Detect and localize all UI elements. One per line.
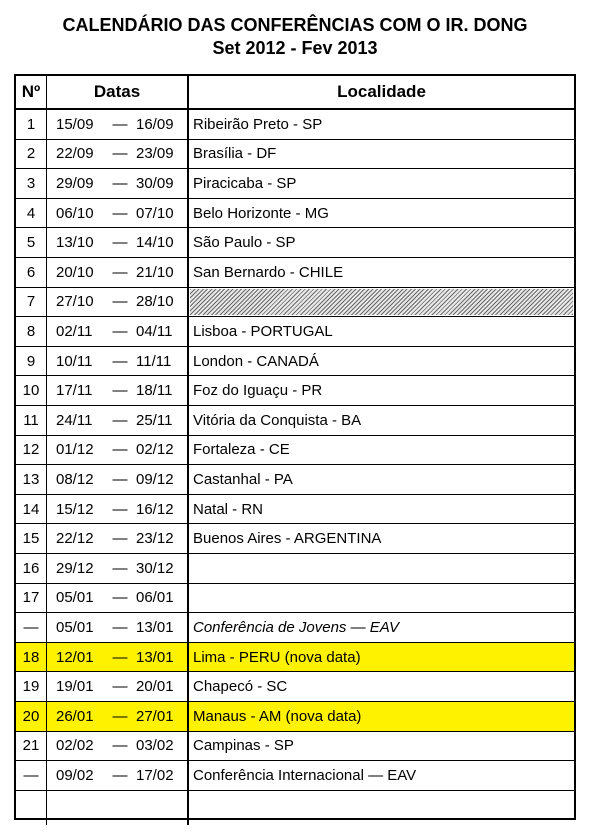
row-dates: [47, 761, 189, 790]
date-end: 27/01: [136, 707, 174, 725]
row-dates: [47, 732, 189, 761]
date-end: 13/01: [136, 618, 174, 636]
row-location: Lisboa - PORTUGAL: [193, 322, 333, 340]
date-start: 01/12: [56, 441, 94, 459]
row-number: 4: [16, 199, 47, 228]
row-dates: [47, 347, 189, 376]
date-dash: —: [112, 678, 128, 696]
date-end: 09/12: [136, 470, 174, 488]
date-start: 29/12: [56, 559, 94, 577]
date-end: 07/10: [136, 204, 174, 222]
row-number: [16, 791, 47, 825]
row-location: [189, 554, 574, 583]
date-dash: —: [112, 589, 128, 607]
calendar-table: [14, 74, 576, 820]
table-row: [16, 702, 574, 732]
date-end: 21/10: [136, 263, 174, 281]
row-number: 1: [16, 110, 47, 139]
row-dates: [47, 436, 189, 465]
row-location: London - CANADÁ: [193, 352, 319, 370]
date-start: 09/02: [56, 766, 94, 784]
header-num: Nº: [16, 76, 47, 108]
date-end: 13/01: [136, 648, 174, 666]
row-location: Vitória da Conquista - BA: [193, 411, 362, 429]
row-dates: [47, 672, 189, 701]
row-number: 16: [16, 554, 47, 583]
row-dates: [47, 524, 189, 553]
row-number: 14: [16, 495, 47, 524]
date-dash: —: [112, 737, 128, 755]
row-number: 20: [16, 702, 47, 731]
date-dash: —: [112, 441, 128, 459]
date-start: 15/09: [56, 115, 94, 133]
date-end: 23/09: [136, 145, 174, 163]
row-number: 18: [16, 643, 47, 672]
table-row: [16, 436, 574, 466]
row-location: [189, 791, 574, 825]
row-number: 2: [16, 140, 47, 169]
date-dash: —: [112, 204, 128, 222]
date-end: 18/11: [136, 382, 173, 400]
row-dates: [47, 258, 189, 287]
row-dates: [47, 643, 189, 672]
row-number: 8: [16, 317, 47, 346]
row-dates: [47, 791, 189, 825]
row-number: 13: [16, 465, 47, 494]
row-location: Fortaleza - CE: [193, 441, 290, 459]
date-dash: —: [112, 174, 128, 192]
row-location: São Paulo - SP: [193, 234, 296, 252]
row-number: 11: [16, 406, 47, 435]
row-number: 12: [16, 436, 47, 465]
row-number: 15: [16, 524, 47, 553]
header-location: Localidade: [337, 82, 426, 101]
row-location: San Bernardo - CHILE: [193, 263, 344, 281]
row-dates: [47, 199, 189, 228]
date-end: 16/12: [136, 500, 174, 518]
row-dates: [47, 110, 189, 139]
date-dash: —: [112, 500, 128, 518]
row-location: Conferência de Jovens — EAV: [193, 618, 399, 636]
row-number: 17: [16, 584, 47, 613]
date-end: 23/12: [136, 530, 174, 548]
table-row: [16, 169, 574, 199]
date-end: 30/09: [136, 174, 174, 192]
row-location: Campinas - SP: [193, 737, 294, 755]
date-end: 02/12: [136, 441, 174, 459]
row-dates: [47, 317, 189, 346]
date-start: 06/10: [56, 204, 94, 222]
table-row: [16, 761, 574, 791]
hatched-cell: [190, 289, 573, 316]
row-location: Conferência Internacional — EAV: [193, 766, 417, 784]
row-number: —: [16, 761, 47, 790]
date-dash: —: [112, 322, 128, 340]
table-row: [16, 110, 574, 140]
title-line-2: Set 2012 - Fev 2013: [212, 38, 378, 58]
row-location: Castanhal - PA: [193, 470, 293, 488]
row-location: Foz do Iguaçu - PR: [193, 382, 323, 400]
date-start: 19/01: [56, 678, 94, 696]
table-row: [16, 406, 574, 436]
date-start: 17/11: [56, 382, 93, 400]
row-dates: [47, 495, 189, 524]
row-number: —: [16, 613, 47, 642]
title-line-1: CALENDÁRIO DAS CONFERÊNCIAS COM O IR. DONG: [62, 15, 528, 35]
date-start: 12/01: [56, 648, 94, 666]
row-location: Piracicaba - SP: [193, 174, 297, 192]
row-location: Buenos Aires - ARGENTINA: [193, 530, 382, 548]
document-title: [0, 14, 590, 60]
date-dash: —: [112, 530, 128, 548]
row-location: Brasília - DF: [193, 145, 277, 163]
table-row: [16, 791, 574, 825]
date-start: 20/10: [56, 263, 94, 281]
table-row: [16, 199, 574, 229]
date-start: 13/10: [56, 234, 94, 252]
date-dash: —: [112, 707, 128, 725]
table-row: [16, 554, 574, 584]
date-dash: —: [112, 145, 128, 163]
date-start: 24/11: [56, 411, 93, 429]
date-end: 14/10: [136, 234, 174, 252]
date-start: 02/02: [56, 737, 94, 755]
row-number: 3: [16, 169, 47, 198]
date-end: 03/02: [136, 737, 174, 755]
date-dash: —: [112, 382, 128, 400]
row-dates: [47, 140, 189, 169]
date-start: 05/01: [56, 618, 94, 636]
table-row: [16, 317, 574, 347]
date-end: 17/02: [136, 766, 174, 784]
date-start: 22/09: [56, 145, 94, 163]
date-start: 29/09: [56, 174, 94, 192]
date-start: 08/12: [56, 470, 94, 488]
row-dates: [47, 584, 189, 613]
date-end: 25/11: [136, 411, 173, 429]
date-end: 16/09: [136, 115, 174, 133]
row-location: Manaus - AM (nova data): [189, 702, 574, 731]
date-start: 22/12: [56, 530, 94, 548]
date-dash: —: [112, 648, 128, 666]
table-row: [16, 140, 574, 170]
row-dates: [47, 465, 189, 494]
row-location: Natal - RN: [193, 500, 264, 518]
date-dash: —: [112, 234, 128, 252]
row-dates: [47, 288, 189, 317]
row-dates: [47, 228, 189, 257]
row-number: 10: [16, 376, 47, 405]
table-row: [16, 613, 574, 643]
table-row: [16, 228, 574, 258]
date-dash: —: [112, 618, 128, 636]
row-location: Belo Horizonte - MG: [193, 204, 329, 222]
row-location: Lima - PERU (nova data): [189, 643, 574, 672]
date-end: 28/10: [136, 293, 174, 311]
date-end: 30/12: [136, 559, 174, 577]
row-dates: [47, 406, 189, 435]
date-dash: —: [112, 263, 128, 281]
table-row: [16, 258, 574, 288]
date-start: 10/11: [56, 352, 93, 370]
table-row: [16, 584, 574, 614]
date-dash: —: [112, 470, 128, 488]
row-number: 21: [16, 732, 47, 761]
date-start: 05/01: [56, 589, 94, 607]
date-start: 26/01: [56, 707, 94, 725]
row-dates: [47, 702, 189, 731]
table-header-row: [16, 76, 574, 110]
date-dash: —: [112, 559, 128, 577]
row-location: [189, 584, 574, 613]
table-row: [16, 732, 574, 762]
date-dash: —: [112, 115, 128, 133]
row-number: 7: [16, 288, 47, 317]
date-start: 15/12: [56, 500, 94, 518]
table-row: [16, 465, 574, 495]
row-number: 19: [16, 672, 47, 701]
date-end: 20/01: [136, 678, 174, 696]
row-number: 9: [16, 347, 47, 376]
date-start: 02/11: [56, 322, 93, 340]
table-row: [16, 347, 574, 377]
table-row: [16, 376, 574, 406]
row-dates: [47, 376, 189, 405]
row-location: Chapecó - SC: [193, 678, 288, 696]
table-row: [16, 495, 574, 525]
table-row: [16, 672, 574, 702]
date-dash: —: [112, 352, 128, 370]
row-number: 5: [16, 228, 47, 257]
date-dash: —: [112, 766, 128, 784]
date-start: 27/10: [56, 293, 94, 311]
row-number: 6: [16, 258, 47, 287]
date-end: 11/11: [136, 352, 172, 370]
table-row: [16, 524, 574, 554]
header-dates: Datas: [47, 76, 189, 108]
date-end: 06/01: [136, 589, 174, 607]
date-dash: —: [112, 293, 128, 311]
row-location: Ribeirão Preto - SP: [193, 115, 323, 133]
date-dash: —: [112, 411, 128, 429]
date-end: 04/11: [136, 322, 173, 340]
table-row: [16, 643, 574, 673]
row-dates: [47, 613, 189, 642]
table-row: [16, 288, 574, 318]
row-dates: [47, 554, 189, 583]
row-dates: [47, 169, 189, 198]
